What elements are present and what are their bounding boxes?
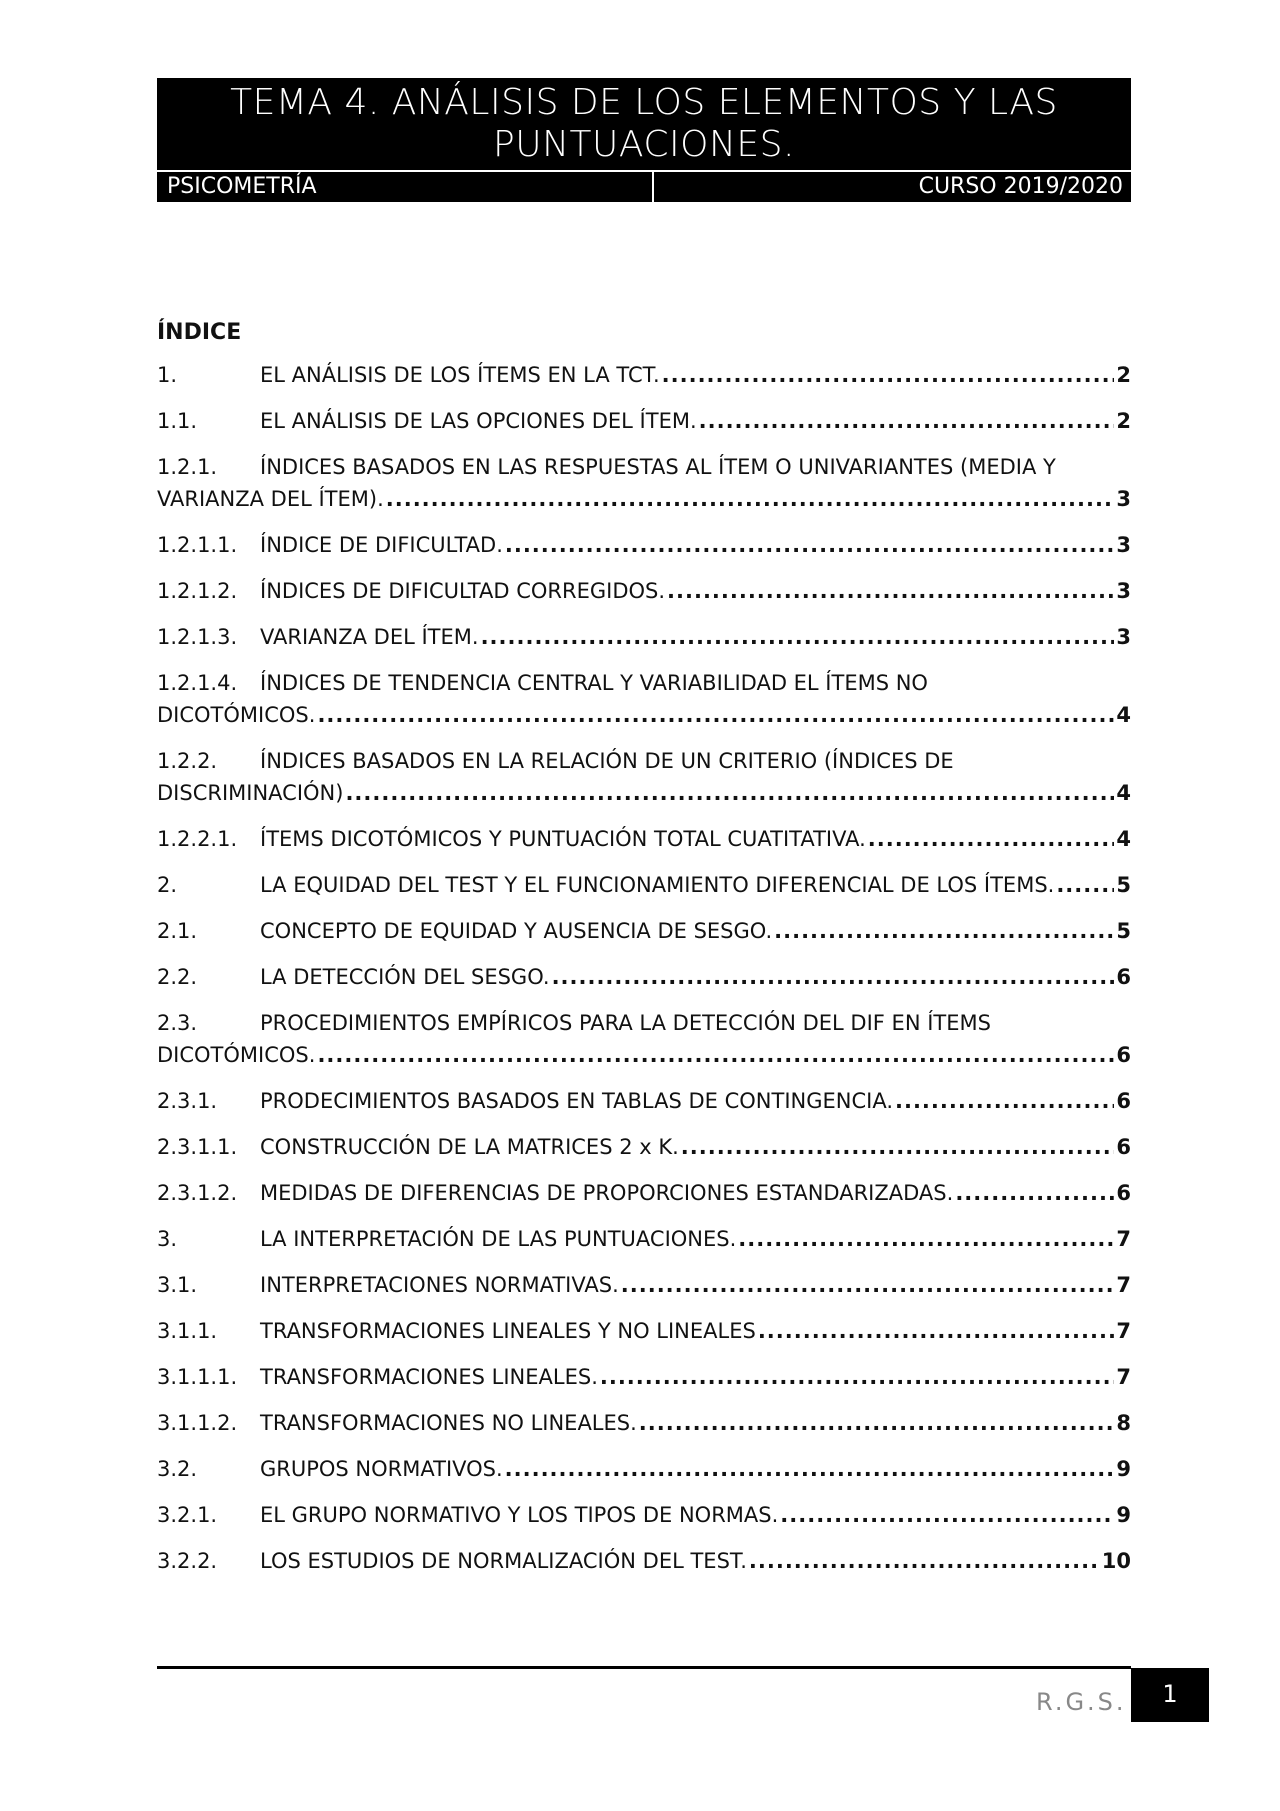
toc-entry-title: LOS ESTUDIOS DE NORMALIZACIÓN DEL TEST.: [260, 1549, 747, 1573]
toc-entry-page: 8: [1116, 1411, 1131, 1435]
toc-entry-page: 9: [1116, 1457, 1131, 1481]
toc-entry-number: 1.: [157, 363, 178, 387]
toc-entry-page: 4: [1116, 781, 1131, 805]
toc-entry-number: 2.: [157, 873, 178, 897]
toc-leader-dots: [758, 1315, 1115, 1347]
toc-entry[interactable]: [157, 745, 1131, 809]
toc-entry[interactable]: [157, 1007, 1131, 1071]
toc-entry-number: 1.1.: [157, 409, 198, 433]
toc-entry-title: ÍNDICES DE TENDENCIA CENTRAL Y VARIABILIDAD EL ÍTEMS NO: [260, 671, 928, 695]
toc-entry-number: 3.: [157, 1227, 178, 1251]
page-number: 1: [1131, 1668, 1209, 1722]
toc-entry-title: EL GRUPO NORMATIVO Y LOS TIPOS DE NORMAS.: [260, 1503, 779, 1527]
toc-leader-dots: [780, 1499, 1114, 1531]
toc-entry-title-continued: DISCRIMINACIÓN): [157, 781, 344, 805]
toc-leader-dots: [600, 1361, 1115, 1393]
toc-entry-title: EL ANÁLISIS DE LAS OPCIONES DEL ÍTEM.: [260, 409, 697, 433]
toc-heading: ÍNDICE: [157, 320, 242, 345]
toc-entry-number: 2.1.: [157, 919, 198, 943]
toc-entry[interactable]: [157, 1545, 1131, 1577]
toc-entry[interactable]: [157, 529, 1131, 561]
toc-entry-page: 7: [1116, 1273, 1131, 1297]
toc-entry[interactable]: [157, 405, 1131, 437]
toc-entry-title: TRANSFORMACIONES LINEALES.: [260, 1365, 598, 1389]
toc-entry-title: MEDIDAS DE DIFERENCIAS DE PROPORCIONES ESTANDARIZADAS.: [260, 1181, 954, 1205]
toc-leader-dots: [955, 1177, 1114, 1209]
toc-entry-number: 1.2.1.: [157, 455, 218, 479]
toc-entry-page: 5: [1116, 919, 1131, 943]
toc-entry-title: GRUPOS NORMATIVOS.: [260, 1457, 503, 1481]
toc-entry[interactable]: [157, 1315, 1131, 1347]
toc-entry-title: CONCEPTO DE EQUIDAD Y AUSENCIA DE SESGO.: [260, 919, 773, 943]
toc-entry-page: 2: [1116, 409, 1131, 433]
toc-entry-page: 3: [1116, 533, 1131, 557]
toc-entry-page: 7: [1116, 1227, 1131, 1251]
toc-entry-number: 3.1.1.1.: [157, 1365, 238, 1389]
toc-leader-dots: [481, 621, 1115, 653]
toc-entry-number: 1.2.2.1.: [157, 827, 238, 851]
toc-entry[interactable]: [157, 869, 1131, 901]
toc-entry-page: 7: [1116, 1365, 1131, 1389]
toc-entry-page: 9: [1116, 1503, 1131, 1527]
toc-entry[interactable]: [157, 451, 1131, 515]
toc-leader-dots: [621, 1269, 1115, 1301]
toc-entry-number: 1.2.1.2.: [157, 579, 238, 603]
toc-entry-number: 2.2.: [157, 965, 198, 989]
toc-entry-title: VARIANZA DEL ÍTEM.: [260, 625, 479, 649]
toc-entry-title: LA EQUIDAD DEL TEST Y EL FUNCIONAMIENTO DIFERENCIAL DE LOS ÍTEMS.: [260, 873, 1055, 897]
toc-leader-dots: [749, 1545, 1100, 1577]
toc-entry[interactable]: [157, 359, 1131, 391]
toc-entry[interactable]: [157, 575, 1131, 607]
toc-entry-page: 3: [1116, 487, 1131, 511]
table-of-contents: [157, 320, 1131, 1591]
toc-entry[interactable]: [157, 621, 1131, 653]
toc-entry[interactable]: [157, 1269, 1131, 1301]
title-line-2: PUNTUACIONES.: [493, 124, 795, 165]
toc-entry-title-continued: VARIANZA DEL ÍTEM).: [157, 487, 384, 511]
toc-leader-dots: [774, 915, 1114, 947]
toc-leader-dots: [345, 777, 1114, 809]
toc-entry-page: 4: [1116, 827, 1131, 851]
toc-entry-title-continued: DICOTÓMICOS.: [157, 703, 316, 727]
toc-leader-dots: [662, 359, 1115, 391]
toc-entry-number: 3.2.2.: [157, 1549, 218, 1573]
toc-leader-dots: [386, 483, 1115, 515]
toc-entry-title: INTERPRETACIONES NORMATIVAS.: [260, 1273, 619, 1297]
toc-leader-dots: [699, 405, 1115, 437]
toc-entry[interactable]: [157, 915, 1131, 947]
toc-entry-page: 3: [1116, 579, 1131, 603]
toc-leader-dots: [738, 1223, 1114, 1255]
toc-entry-number: 2.3.1.: [157, 1089, 218, 1113]
toc-leader-dots: [895, 1085, 1114, 1117]
title-line-1: TEMA 4. ANÁLISIS DE LOS ELEMENTOS Y LAS: [230, 82, 1058, 123]
toc-list: [157, 359, 1131, 1577]
toc-leader-dots: [667, 575, 1114, 607]
toc-entry-number: 3.2.1.: [157, 1503, 218, 1527]
toc-leader-dots: [552, 961, 1115, 993]
toc-entry-number: 3.2.: [157, 1457, 198, 1481]
toc-entry-title: TRANSFORMACIONES LINEALES Y NO LINEALES: [260, 1319, 756, 1343]
toc-entry[interactable]: [157, 1131, 1131, 1163]
header-subbar: [157, 170, 1131, 202]
toc-entry[interactable]: [157, 1085, 1131, 1117]
toc-entry-page: 6: [1116, 965, 1131, 989]
toc-entry-title: ÍNDICE DE DIFICULTAD.: [260, 533, 503, 557]
toc-entry-number: 1.2.1.1.: [157, 533, 238, 557]
toc-entry-number: 3.1.1.: [157, 1319, 218, 1343]
toc-entry[interactable]: [157, 823, 1131, 855]
toc-entry-number: 2.3.1.2.: [157, 1181, 238, 1205]
toc-entry-title: ÍNDICES DE DIFICULTAD CORREGIDOS.: [260, 579, 666, 603]
toc-entry[interactable]: [157, 1499, 1131, 1531]
toc-entry-title: LA INTERPRETACIÓN DE LAS PUNTUACIONES.: [260, 1227, 737, 1251]
toc-entry[interactable]: [157, 1407, 1131, 1439]
toc-entry-page: 6: [1116, 1089, 1131, 1113]
toc-entry-page: 4: [1116, 703, 1131, 727]
document-header: [157, 78, 1131, 202]
toc-leader-dots: [868, 823, 1115, 855]
toc-entry[interactable]: [157, 1223, 1131, 1255]
toc-entry-title: PROCEDIMIENTOS EMPÍRICOS PARA LA DETECCIÓN DEL DIF EN ÍTEMS: [260, 1011, 991, 1035]
toc-entry-page: 6: [1116, 1135, 1131, 1159]
toc-entry-number: 3.1.1.2.: [157, 1411, 238, 1435]
toc-leader-dots: [317, 1039, 1114, 1071]
toc-entry-page: 6: [1116, 1043, 1131, 1067]
subject-label: PSICOMETRÍA: [157, 172, 654, 202]
toc-entry[interactable]: [157, 1453, 1131, 1485]
toc-leader-dots: [681, 1131, 1115, 1163]
toc-entry-title: ÍNDICES BASADOS EN LAS RESPUESTAS AL ÍTEM O UNIVARIANTES (MEDIA Y: [260, 455, 1056, 479]
toc-entry-title: CONSTRUCCIÓN DE LA MATRICES 2 x K.: [260, 1135, 679, 1159]
toc-entry[interactable]: [157, 667, 1131, 731]
toc-entry-page: 7: [1116, 1319, 1131, 1343]
toc-entry-page: 6: [1116, 1181, 1131, 1205]
toc-leader-dots: [1056, 869, 1114, 901]
toc-entry-title: ÍTEMS DICOTÓMICOS Y PUNTUACIÓN TOTAL CUATITATIVA.: [260, 827, 866, 851]
toc-leader-dots: [317, 699, 1114, 731]
toc-entry-title-continued: DICOTÓMICOS.: [157, 1043, 316, 1067]
toc-entry-title: ÍNDICES BASADOS EN LA RELACIÓN DE UN CRITERIO (ÍNDICES DE: [260, 749, 954, 773]
toc-entry-page: 2: [1116, 363, 1131, 387]
toc-entry[interactable]: [157, 961, 1131, 993]
toc-entry-number: 1.2.2.: [157, 749, 218, 773]
toc-entry[interactable]: [157, 1177, 1131, 1209]
toc-entry-number: 3.1.: [157, 1273, 198, 1297]
toc-leader-dots: [505, 529, 1115, 561]
toc-entry-title: PRODECIMIENTOS BASADOS EN TABLAS DE CONTINGENCIA.: [260, 1089, 893, 1113]
toc-entry-page: 5: [1116, 873, 1131, 897]
toc-entry-title: EL ANÁLISIS DE LOS ÍTEMS EN LA TCT.: [260, 363, 660, 387]
toc-entry-page: 10: [1101, 1549, 1131, 1573]
toc-entry-number: 2.3.1.1.: [157, 1135, 238, 1159]
toc-entry-title: TRANSFORMACIONES NO LINEALES.: [260, 1411, 637, 1435]
toc-entry-number: 1.2.1.3.: [157, 625, 238, 649]
toc-entry-number: 2.3.: [157, 1011, 198, 1035]
page-title: [157, 78, 1131, 170]
toc-leader-dots: [505, 1453, 1115, 1485]
author-initials: R.G.S.: [1036, 1688, 1127, 1716]
footer-divider: [157, 1666, 1131, 1669]
toc-entry[interactable]: [157, 1361, 1131, 1393]
toc-entry-number: 1.2.1.4.: [157, 671, 238, 695]
course-label: CURSO 2019/2020: [918, 174, 1123, 199]
toc-entry-title: LA DETECCIÓN DEL SESGO.: [260, 965, 550, 989]
toc-leader-dots: [639, 1407, 1115, 1439]
toc-entry-page: 3: [1116, 625, 1131, 649]
